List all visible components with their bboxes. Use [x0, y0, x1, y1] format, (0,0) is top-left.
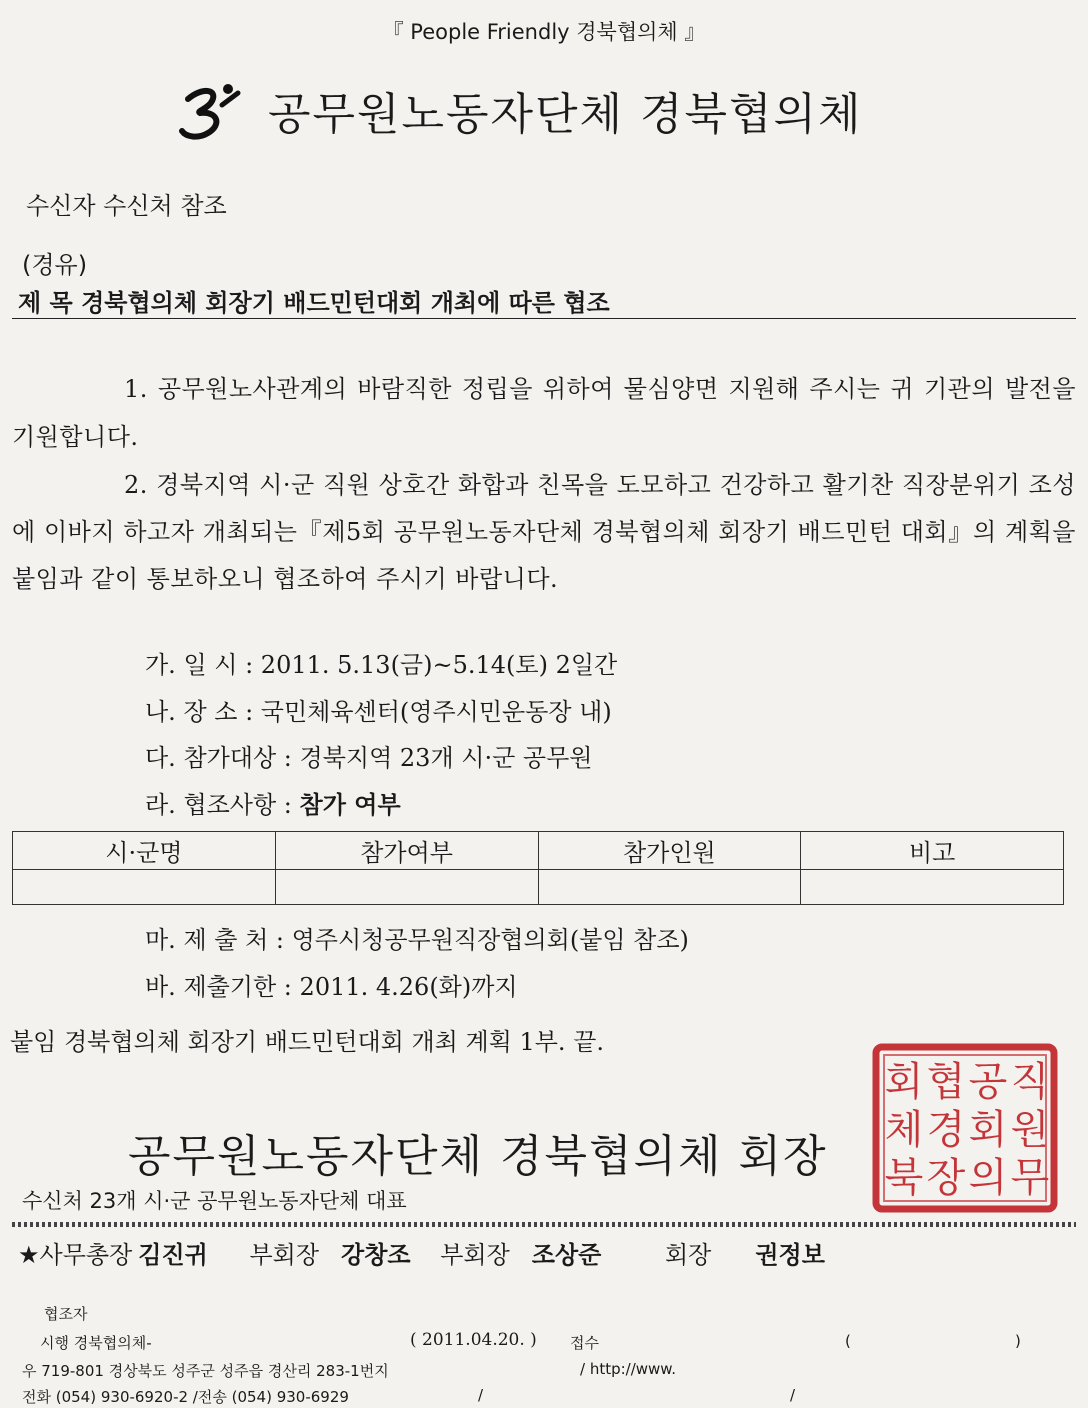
table-row	[13, 870, 1064, 905]
participation-table	[12, 831, 1064, 905]
item-target-label: 다. 참가대상 :	[145, 744, 292, 772]
table-header-row	[13, 832, 1064, 870]
signer-role: 부회장	[440, 1241, 510, 1269]
item-date-value: 2011. 5.13(금)~5.14(토) 2일간	[260, 651, 618, 679]
item-target	[145, 738, 592, 773]
table-cell	[275, 870, 538, 905]
signer-role: ★사무총장	[18, 1241, 133, 1269]
item-place	[145, 692, 612, 727]
sender-title: 공무원노동자단체 경북협의체 회장	[128, 1131, 828, 1182]
signature-divider	[12, 1222, 1076, 1227]
footer-slash: /	[478, 1386, 484, 1404]
item-date	[145, 645, 617, 680]
union-logo-icon	[178, 79, 244, 141]
seal-glyph: 북	[884, 1155, 924, 1201]
footer-receipt-close: )	[1015, 1332, 1021, 1350]
table-header-cell: 참가인원	[538, 832, 801, 870]
signers-row	[18, 1235, 825, 1270]
seal-glyph: 직	[1010, 1059, 1050, 1105]
footer-cooperator: 협조자	[44, 1305, 88, 1323]
item-submit-to	[145, 920, 689, 955]
footer-receipt-open: (	[845, 1332, 851, 1350]
body-paragraph-2: 2. 경북지역 시·군 직원 상호간 화합과 친목을 도모하고 건강하고 활기찬 직장분위기 조성에 이바지 하고자 개최되는『제5회 공무원노동자단체 경북협의체 회장기 배드민턴 대회』의 계획을 붙임과 같이 통보하오니 협조하여 주시기 바랍니다.	[12, 471, 1076, 593]
subject-divider	[12, 318, 1076, 319]
item-coop	[145, 785, 401, 820]
slogan: 『 People Friendly 경북협의체 』	[382, 20, 706, 44]
seal-glyph: 공	[968, 1059, 1008, 1105]
via-line: (경유)	[22, 251, 88, 279]
signer-name: 김진귀	[138, 1240, 208, 1269]
footer-enforce-date: ( 2011.04.20. )	[410, 1330, 537, 1350]
seal-glyph: 회	[968, 1107, 1008, 1153]
item-submit-to-value: 영주시청공무원직장협의회(붙임 참조)	[291, 926, 689, 954]
item-date-label: 가. 일 시 :	[145, 651, 254, 679]
item-submit-to-label: 마. 제 출 처 :	[145, 926, 284, 954]
signer-role: 회장	[665, 1241, 712, 1269]
table-header-cell: 시·군명	[13, 832, 276, 870]
recipient-line: 수신자 수신처 참조	[26, 192, 227, 220]
item-place-value: 국민체육센터(영주시민운동장 내)	[260, 698, 612, 726]
letterhead	[178, 78, 863, 142]
item-coop-value: 참가 여부	[299, 790, 401, 819]
signer-name: 강창조	[341, 1240, 411, 1269]
table-cell	[801, 870, 1064, 905]
item-target-value: 경북지역 23개 시·군 공무원	[299, 744, 593, 772]
seal-glyph: 장	[926, 1155, 966, 1201]
attachment-line: 붙임 경북협의체 회장기 배드민턴대회 개최 계획 1부. 끝.	[10, 1028, 604, 1056]
seal-glyph: 체	[884, 1107, 924, 1153]
signer-role: 부회장	[249, 1241, 320, 1269]
table-header-cell: 참가여부	[275, 832, 538, 870]
footer-phone: 전화 (054) 930-6920-2 /전송 (054) 930-6929	[22, 1388, 349, 1406]
cc-line: 수신처 23개 시·군 공무원노동자단체 대표	[22, 1189, 407, 1213]
seal-glyph: 의	[968, 1155, 1008, 1201]
table-cell	[538, 870, 801, 905]
footer-address: 우 719-801 경상북도 성주군 성주읍 경산리 283-1번지	[22, 1362, 389, 1380]
footer-enforce: 시행 경북협의체-	[40, 1334, 152, 1352]
seal-glyph: 협	[926, 1059, 966, 1105]
item-place-label: 나. 장 소 :	[145, 698, 254, 726]
item-deadline-label: 바. 제출기한 :	[145, 973, 292, 1001]
body-paragraph-1: 1. 공무원노사관계의 바람직한 정립을 위하여 물심양면 지원해 주시는 귀 기관의 발전을 기원합니다.	[12, 375, 1076, 451]
footer-receipt: 접수	[570, 1334, 599, 1352]
org-title: 공무원노동자단체 경북협의체	[268, 89, 863, 140]
table-cell	[13, 870, 276, 905]
official-seal-icon	[872, 1043, 1058, 1213]
item-coop-label: 라. 협조사항 :	[145, 791, 292, 819]
seal-glyph: 회	[884, 1059, 924, 1105]
signer-name: 권정보	[755, 1240, 825, 1269]
seal-glyph: 경	[926, 1107, 966, 1153]
footer-slash: /	[790, 1386, 796, 1404]
item-deadline	[145, 967, 518, 1002]
table-header-cell: 비고	[801, 832, 1064, 870]
signer-name: 조상준	[531, 1240, 602, 1269]
seal-glyph: 원	[1010, 1107, 1050, 1153]
seal-glyph: 무	[1010, 1155, 1050, 1201]
subject-line: 제 목 경북협의체 회장기 배드민턴대회 개최에 따른 협조	[18, 289, 610, 317]
item-deadline-value: 2011. 4.26(화)까지	[299, 973, 518, 1001]
footer-url: / http://www.	[580, 1360, 676, 1378]
